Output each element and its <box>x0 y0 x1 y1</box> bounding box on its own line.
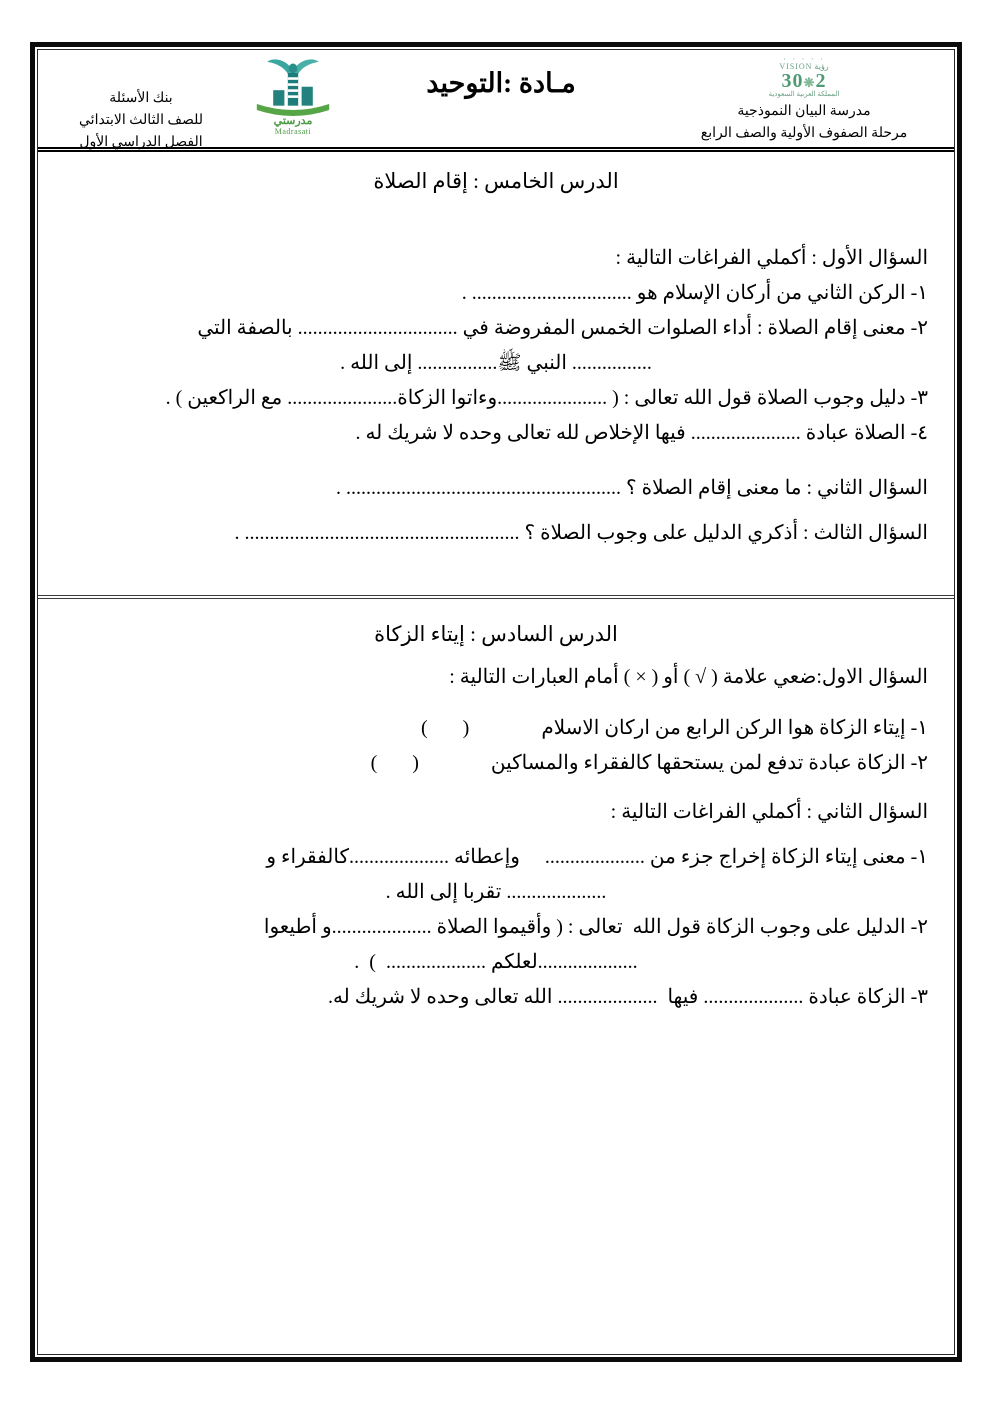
question-bank-block <box>38 50 348 150</box>
school-info-block <box>654 50 954 147</box>
lesson5-title: الدرس الخامس : إقام الصلاة <box>373 169 619 193</box>
vision-logo-year <box>769 71 840 91</box>
bank-title: بنك الأسئلة <box>109 91 173 106</box>
answer-parentheses: ( ) <box>370 752 419 774</box>
fill-blank-item: ٢- معنى إقام الصلاة : أداء الصلوات الخمس المفروضة في ................................ بالصفة التي <box>197 317 928 339</box>
true-false-text: ١- إيتاء الزكاة هوا الركن الرابع من اركان الاسلام <box>541 717 928 739</box>
fill-blank-item: ٣- الزكاة عبادة .................... فيها .................... الله تعالى وحده لا شريك له. <box>327 986 928 1008</box>
palm-icon: ❋ <box>803 75 816 90</box>
vision-2030-logo-icon <box>769 55 840 98</box>
bank-grade: للصف الثالث الابتدائي <box>79 113 203 128</box>
true-false-text: ٢- الزكاة عبادة تدفع لمن يستحقها كالفقراء والمساكين <box>490 752 928 774</box>
madrasati-caption-en: Madrasati <box>274 127 312 136</box>
lesson6-section <box>38 599 954 1354</box>
vision-year-left: 2 <box>815 70 827 92</box>
bank-info-lines <box>38 50 244 150</box>
lesson5-q2: السؤال الثاني : ما معنى إقام الصلاة ؟ ....................................................... . <box>336 477 928 499</box>
answer-parentheses: ( ) <box>421 717 470 739</box>
lesson6-q2-heading: السؤال الثاني : أكملي الفراغات التالية : <box>610 801 928 823</box>
lesson5-q1-heading: السؤال الأول : أكملي الفراغات التالية : <box>615 247 928 269</box>
vision-year-right: 30 <box>781 70 804 92</box>
school-stage: مرحلة الصفوف الأولية والصف الرابع <box>700 126 908 141</box>
vision-logo-wordmark: رؤية VISION <box>779 62 829 71</box>
fill-blank-item: ١- معنى إيتاء الزكاة إخراج جزء من .................... وإعطائه ....................كالفقراء و <box>266 846 928 868</box>
page-border <box>30 42 962 1362</box>
fill-blank-item: ٤- الصلاة عبادة ...................... فيها الإخلاص لله تعالى وحده لا شريك له . <box>355 422 928 444</box>
school-name: مدرسة البيان النموذجية <box>737 104 871 119</box>
true-false-item <box>64 746 928 781</box>
fill-blank-item: ١- الركن الثاني من أركان الإسلام هو ................................ . <box>461 282 928 304</box>
header <box>38 50 954 152</box>
fill-blank-item-continuation: .................... تقربا إلى الله . <box>385 881 607 903</box>
madrasati-caption-ar: مدرستي <box>273 115 313 127</box>
page-inner-border <box>37 49 955 1355</box>
fill-blank-item: ٣- دليل وجوب الصلاة قول الله تعالى : ( ......................وءاتوا الزكاة...................... مع الراكعين ) . <box>165 387 928 409</box>
madrasati-logo-icon <box>244 50 348 147</box>
vision-logo-kingdom-text: المملكة العربية السعودية <box>768 90 840 98</box>
lesson6-q1-heading: السؤال الاول:ضعي علامة ( √ ) أو ( × ) أمام العبارات التالية : <box>449 666 928 688</box>
subject-title-block <box>348 50 654 147</box>
page-title: مـادة :التوحيد <box>426 68 576 98</box>
vision-logo-dots: · · · · · <box>783 54 825 64</box>
true-false-item <box>64 711 928 746</box>
fill-blank-item-continuation: ....................لعلكم .................... ) . <box>354 951 638 973</box>
lesson6-title: الدرس السادس : إيتاء الزكاة <box>374 622 618 646</box>
fill-blank-item: ٢- الدليل على وجوب الزكاة قول الله تعالى : ( وأقيموا الصلاة ....................و أطيعوا <box>263 916 928 938</box>
lesson5-q3: السؤال الثالث : أذكري الدليل على وجوب الصلاة ؟ ....................................................... . <box>234 522 928 544</box>
bank-semester: الفصل الدراسي الأول <box>79 135 203 150</box>
lesson5-section <box>38 152 954 599</box>
fill-blank-item-continuation: ................ النبي ﷺ................ إلى الله . <box>340 352 652 374</box>
